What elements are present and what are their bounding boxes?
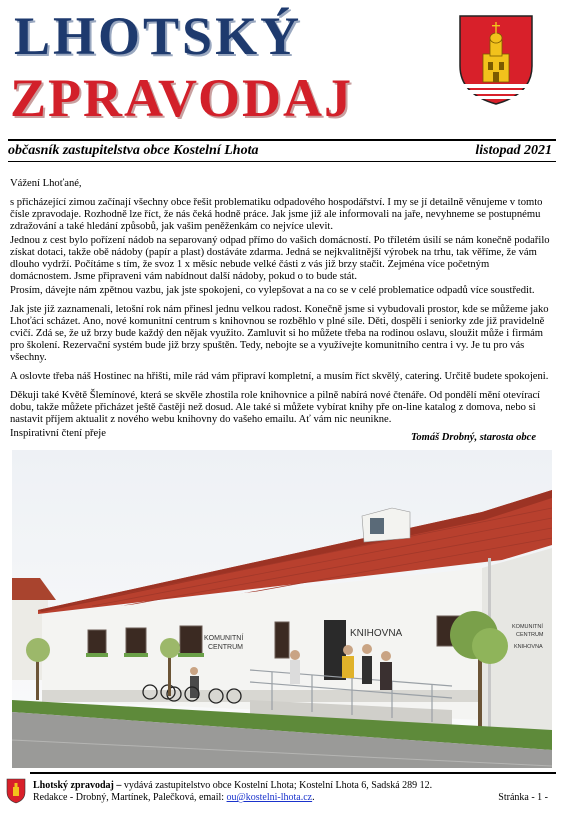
subheader-rule	[8, 161, 556, 162]
subheader	[8, 143, 556, 161]
sign-side-line1: KOMUNITNÍ	[512, 624, 543, 630]
footer-editors: Redakce - Drobný, Martínek, Palečková, email:	[33, 792, 227, 803]
editorial-letter	[10, 178, 550, 447]
coat-of-arms-icon	[458, 14, 534, 106]
sign-side-line3: KNIHOVNA	[514, 644, 543, 650]
letter-paragraph: Jednou z cest bylo pořízení nádob na separovaný odpad přímo do vašich domácností. Po tříletém úsilí se nám konečně podařilo získat dotaci, takže obě nádoby (papír a plast) dostáváte zdarma. Jedná se nejkvalitnější výrobek na trhu, tak věříme, že vám dlouho vydrží. Počítáme s tím, že svoz 1 x měsíc nebude velké části z vás již brzy stačit. Zejména více početným domácnostem. Jsme připraveni vám nabídnout další nádoby, pokud o to bude stát.	[10, 235, 550, 282]
letter-signature: Tomáš Drobný, starosta obce	[410, 432, 536, 443]
masthead-title-line1: LHOTSKÝ	[14, 6, 303, 66]
footer-email-suffix: .	[312, 792, 315, 803]
community-centre-photo	[12, 450, 552, 768]
letter-paragraph: s přicházející zimou začínají všechny obce řešit problematiku odpadového hospodářství. I my se jí detailně věnujeme v tomto čísle zpravodaje. Rozhodně lze říct, že nás čeká hodně práce. Jak jsme již ale informovali na jaře, nevyhneme se postupnému zdražování a také hledání způsobů, jak vašim peněženkám co nejvíce ulevit.	[10, 197, 543, 232]
letter-greeting: Vážení Lhoťané,	[10, 178, 82, 189]
page-number: Stránka - 1 -	[498, 792, 548, 803]
subheader-date: listopad 2021	[475, 143, 552, 158]
footer-publication: Lhotský zpravodaj –	[33, 780, 122, 791]
letter-paragraph: Prosím, dávejte nám zpětnou vazbu, jak jste spokojeni, co vylepšovat a na co se v celé problematice odpadů více soustředit.	[10, 285, 535, 296]
masthead	[0, 0, 562, 140]
sign-centrum-line2: CENTRUM	[208, 644, 243, 651]
letter-paragraph: A oslovte třeba náš Hostinec na hřišti, mile rád vám připraví kompletní, a musím říct skvělý, catering. Určitě budete spokojeni.	[10, 371, 549, 382]
footer-email-link[interactable]: ou@kostelni-lhota.cz	[226, 792, 313, 803]
footer	[33, 780, 493, 804]
sign-centrum-line1: KOMUNITNÍ	[204, 635, 244, 642]
sign-side-line2: CENTRUM	[516, 632, 544, 638]
letter-closing: Inspirativní čtení přeje	[10, 428, 106, 439]
footer-line2	[33, 792, 493, 804]
coat-of-arms-icon	[6, 778, 26, 804]
sign-knihovna: KNIHOVNA	[350, 628, 403, 639]
letter-paragraph: Jak jste již zaznamenali, letošní rok nám přinesl jednu velkou radost. Konečně jsme si vybudovali prostor, kde se můžeme jako Lhoťáci scházet. Ano, nové komunitní centrum s knihovnou se rozběhlo v plné síle. Děti, dospělí i seniorky zde již pravidelně cvičí. Zdá se, že už brzy bude každý den nějak využito. Zamluvit si ho můžete třeba na rodinou oslavu, sloužit může i firmám pro školení. Rezervační systém bude již brzy spuštěn. Tedy, nebojte se a využívejte komunitního centra i vy. Je tu pro vás všechny.	[10, 304, 549, 363]
footer-publisher: vydává zastupitelstvo obce Kostelní Lhota; Kostelní Lhota 6, Sadská 289 12.	[121, 780, 433, 791]
masthead-title-line2: ZPRAVODAJ	[10, 68, 353, 128]
letter-paragraph: Děkuji také Květě Šlemínové, která se skvěle zhostila role knihovnice a pilně nabírá nové čtenáře. Od pondělí mění otevírací dobu, takže můžete přicházet ještě častěji než dosud. Ale také si můžete vybírat knihy pře on-line katalog z domova, nebo si nastavit příjem aktualit z nového webu knihovny do vašeho emailu. Ať vám nic neunikne.	[10, 390, 541, 425]
footer-rule	[30, 772, 556, 774]
footer-line1	[33, 780, 493, 792]
header-rule	[8, 139, 556, 141]
subheader-publication: občasník zastupitelstva obce Kostelní Lhota	[8, 143, 259, 158]
